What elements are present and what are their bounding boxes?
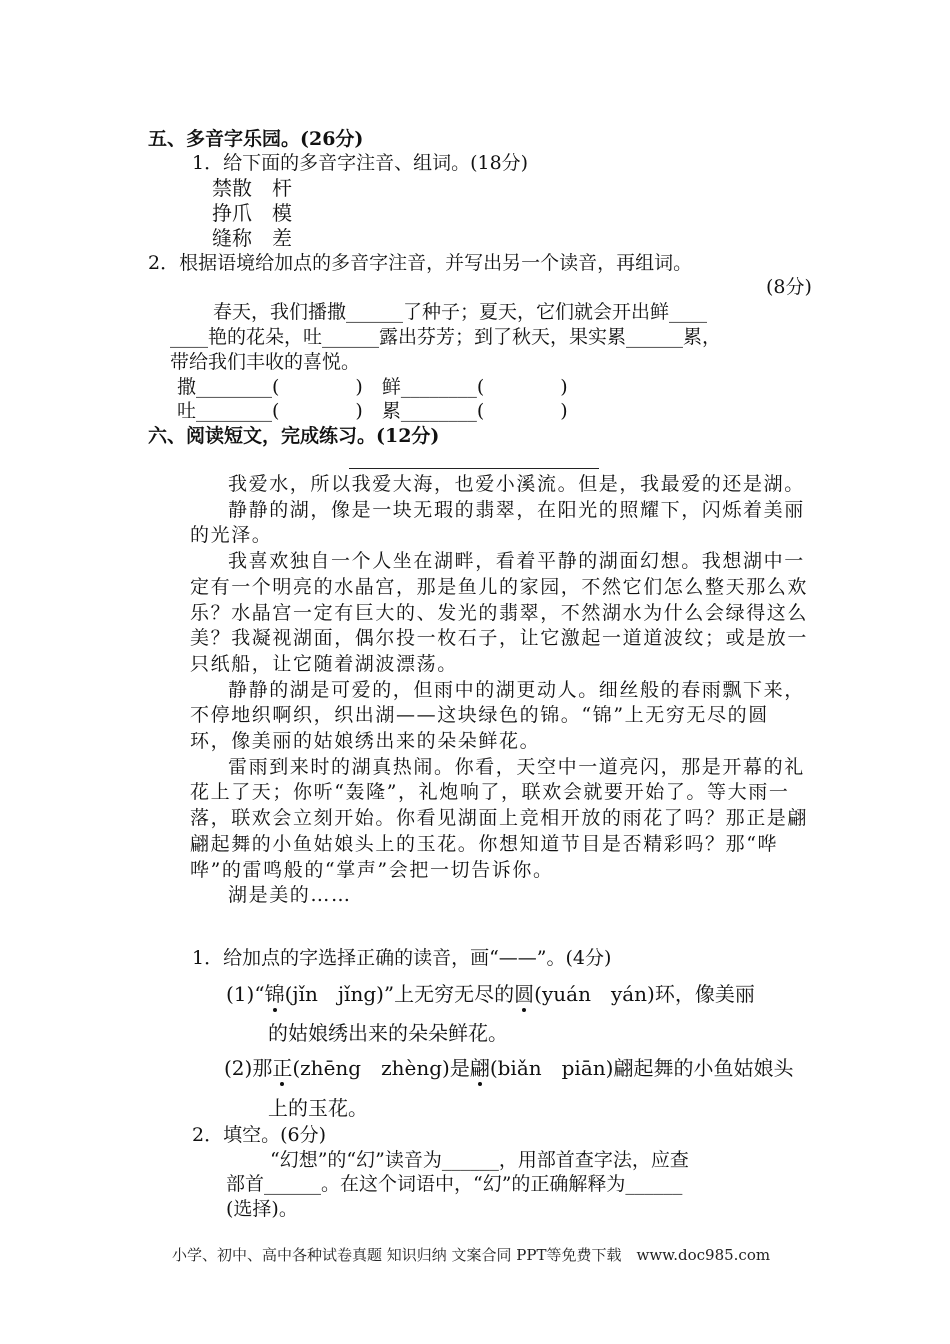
section5-title: 五、多音字乐园。(26分)	[148, 128, 364, 150]
passage-title-blank	[349, 468, 599, 469]
passage-paragraph: 我喜欢独自一个人坐在湖畔，看着平静的湖面幻想。我想湖中一定有一个明亮的水晶宫，那是鱼儿的家园，不然它们怎么整天那么欢乐？水晶宫一定有巨大的、发光的翡翠，不然湖水为什么会绿得这么美？我凝视湖面，偶尔投一枚石子，让它激起一道道波纹；或是放一只纸船，让它随着湖波漂荡。	[190, 550, 809, 675]
polyphone-row: 挣爪 模	[212, 201, 292, 225]
answer-row: 撒________( ) 鲜________( )	[177, 376, 568, 398]
footer-ad: 小学、初中、高中各种试卷真题 知识归纳 文案合同 PPT等免费下载 www.doc985.com	[172, 1246, 771, 1264]
context-line: 春天，我们播撒______了种子；夏天，它们就会开出鲜____	[213, 301, 708, 323]
reading-passage	[190, 472, 810, 909]
pinyin-options: (biǎn piān)翩起舞的小鱼姑娘头	[489, 1056, 794, 1080]
polyphone-row: 缝称 差	[212, 226, 292, 250]
item-prefix: (1)“	[226, 982, 265, 1006]
item-prefix: (2)那	[224, 1056, 273, 1080]
passage-paragraph: 湖是美的……	[228, 884, 352, 907]
passage-paragraph: 雷雨到来时的湖真热闹。你看，天空中一道亮闪，那是开幕的礼花上了天；你听“轰隆”，礼炮响了，联欢会就要开始了。等大雨一落，联欢会立刻开始。你看见湖面上竞相开放的雨花了吗？那正是翩翩起舞的小鱼姑娘头上的玉花。你想知道节目是否精彩吗？那“哗哗”的雷鸣般的“掌声”会把一切告诉你。	[190, 755, 809, 881]
context-line: ____艳的花朵，吐______露出芬芳；到了秋天，果实累______累，	[170, 326, 722, 348]
dotted-char: 正	[272, 1056, 293, 1080]
fill-blank-line: (选择)。	[226, 1198, 298, 1220]
section5-q1-stem: 1．给下面的多音字注音、组词。(18分)	[192, 152, 529, 174]
section6-q1-item1	[226, 980, 755, 1008]
fill-blank-line: “幻想”的“幻”读音为______，用部首查字法，应查	[270, 1149, 689, 1171]
section6-q2-stem: 2．填空。(6分)	[192, 1124, 327, 1146]
dotted-char: 圆	[514, 982, 535, 1006]
section6-q1-item2	[224, 1054, 793, 1082]
context-line: 带给我们丰收的喜悦。	[170, 351, 361, 373]
section6-title: 六、阅读短文，完成练习。(12分)	[148, 425, 440, 447]
passage-paragraph: 我爱水，所以我爱大海，也爱小溪流。但是，我最爱的还是湖。	[228, 473, 805, 495]
section5-q2-stem: 2．根据语境给加点的多音字注音，并写出另一个读音，再组词。	[148, 252, 693, 274]
section6-q1-item1-cont: 的姑娘绣出来的朵朵鲜花。	[268, 1021, 508, 1045]
fill-blank-line: 部首______。在这个词语中，“幻”的正确解释为______	[226, 1173, 683, 1195]
pinyin-options: (zhēng zhèng)是	[292, 1056, 470, 1080]
passage-paragraph: 静静的湖是可爱的，但雨中的湖更动人。细丝般的春雨飘下来，不停地织啊织，织出湖——这块绿色的锦。“锦”上无穷无尽的圆环，像美丽的姑娘绣出来的朵朵鲜花。	[190, 678, 805, 753]
passage-paragraph: 静静的湖，像是一块无瑕的翡翠，在阳光的照耀下，闪烁着美丽的光泽。	[190, 498, 805, 547]
section6-q1-stem: 1．给加点的字选择正确的读音，画“——”。(4分)	[192, 947, 612, 969]
pinyin-options: (yuán yán)环，像美丽	[534, 982, 755, 1006]
dotted-char: 锦	[264, 982, 285, 1006]
answer-row: 吐________( ) 累________( )	[177, 400, 568, 422]
dotted-char: 翩	[469, 1056, 490, 1080]
section6-q1-item2-cont: 上的玉花。	[268, 1096, 368, 1120]
section5-q2-score: (8分)	[766, 276, 812, 298]
pinyin-options: (jǐn jǐng)”上无穷无尽的	[284, 982, 515, 1006]
polyphone-row: 禁散 杆	[212, 176, 292, 200]
